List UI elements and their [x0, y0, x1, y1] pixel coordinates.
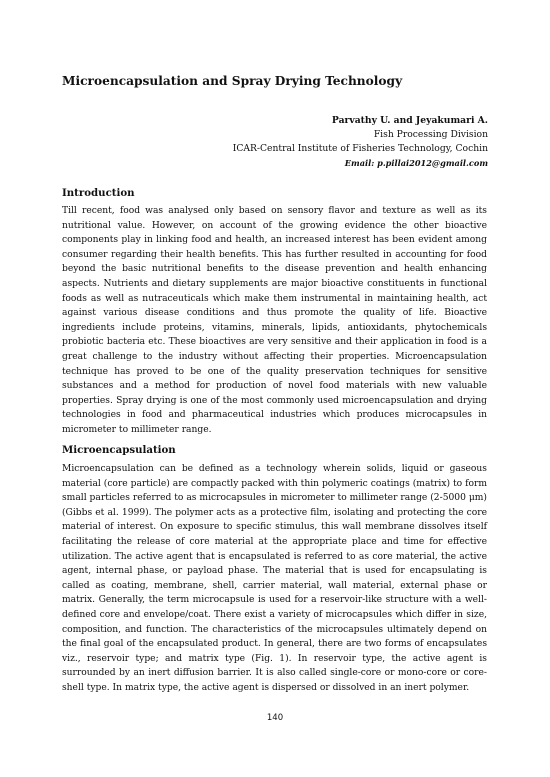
author-block: [88, 114, 488, 170]
author-division: Fish Processing Division: [373, 129, 488, 140]
microencapsulation-paragraph: Microencapsulation can be defined as a technology wherein solids, liquid or gaseous material (core particle) are compactly packed with thin polymeric coatings (matrix) to form small particles referred to as microcapsules in micrometer to millimeter range (2-5000 μm) (Gibbs et al. 1999). The polymer acts as a protective film, isolating and protecting the core material of interest. On exposure to specific stimulus, this wall membrane dissolves itself facilitating the release of core material at the appropriate place and time for effective utilization. The active agent that is encapsulated is referred to as core material, the active agent, internal phase, or payload phase. The material that is used for encapsulating is called as coating, membrane, shell, carrier material, wall material, external phase or matrix. Generally, the term microcapsule is used for a reservoir-like structure with a well-defined core and envelope/coat. There exist a variety of microcapsules which differ in size, composition, and function. The characteristics of the microcapsules ultimately depend on the final goal of the encapsulated product. In general, there are two forms of encapsulates viz., reservoir type; and matrix type (Fig. 1). In reservoir type, the active agent is surrounded by an inert diffusion barrier. It is also called single-core or mono-core or core-shell type. In matrix type, the active agent is dispersed or dissolved in an inert polymer.: [62, 464, 487, 693]
introduction-paragraph: Till recent, food was analysed only based on sensory flavor and texture as well as its nutritional value. However, on account of the growing evidence the other bioactive components play in linking food and health, an increased interest has been evident among consumer regarding their health benefits. This has further resulted in accounting for food beyond the basic nutritional benefits to the disease prevention and health enhancing aspects. Nutrients and dietary supplements are major bioactive constituents in functional foods as well as nutraceuticals which make them instrumental in maintaining health, act against various disease conditions and thus promote the quality of life. Bioactive ingredients include proteins, vitamins, minerals, lipids, antioxidants, phytochemicals probiotic bacteria etc. These bioactives are very sensitive and their application in food is a great challenge to the industry without affecting their properties. Microencapsulation technique has proved to be one of the quality preservation techniques for sensitive substances and a method for production of novel food materials with new valuable properties. Spray drying is one of the most commonly used microencapsulation and drying technologies in food and pharmaceutical industries which produces microcapsules in micrometer to millimeter range.: [62, 206, 487, 435]
paper-title: Microencapsulation and Spray Drying Technology: [62, 74, 403, 88]
section-heading-introduction: Introduction: [62, 187, 135, 199]
author-email: Email: p.pillai2012@gmail.com: [344, 158, 488, 168]
author-names: Parvathy U. and Jeyakumari A.: [331, 115, 488, 126]
page-number: 140: [266, 713, 284, 723]
author-institute: ICAR-Central Institute of Fisheries Technology, Cochin: [232, 143, 488, 154]
section-heading-microencapsulation: Microencapsulation: [62, 444, 176, 456]
